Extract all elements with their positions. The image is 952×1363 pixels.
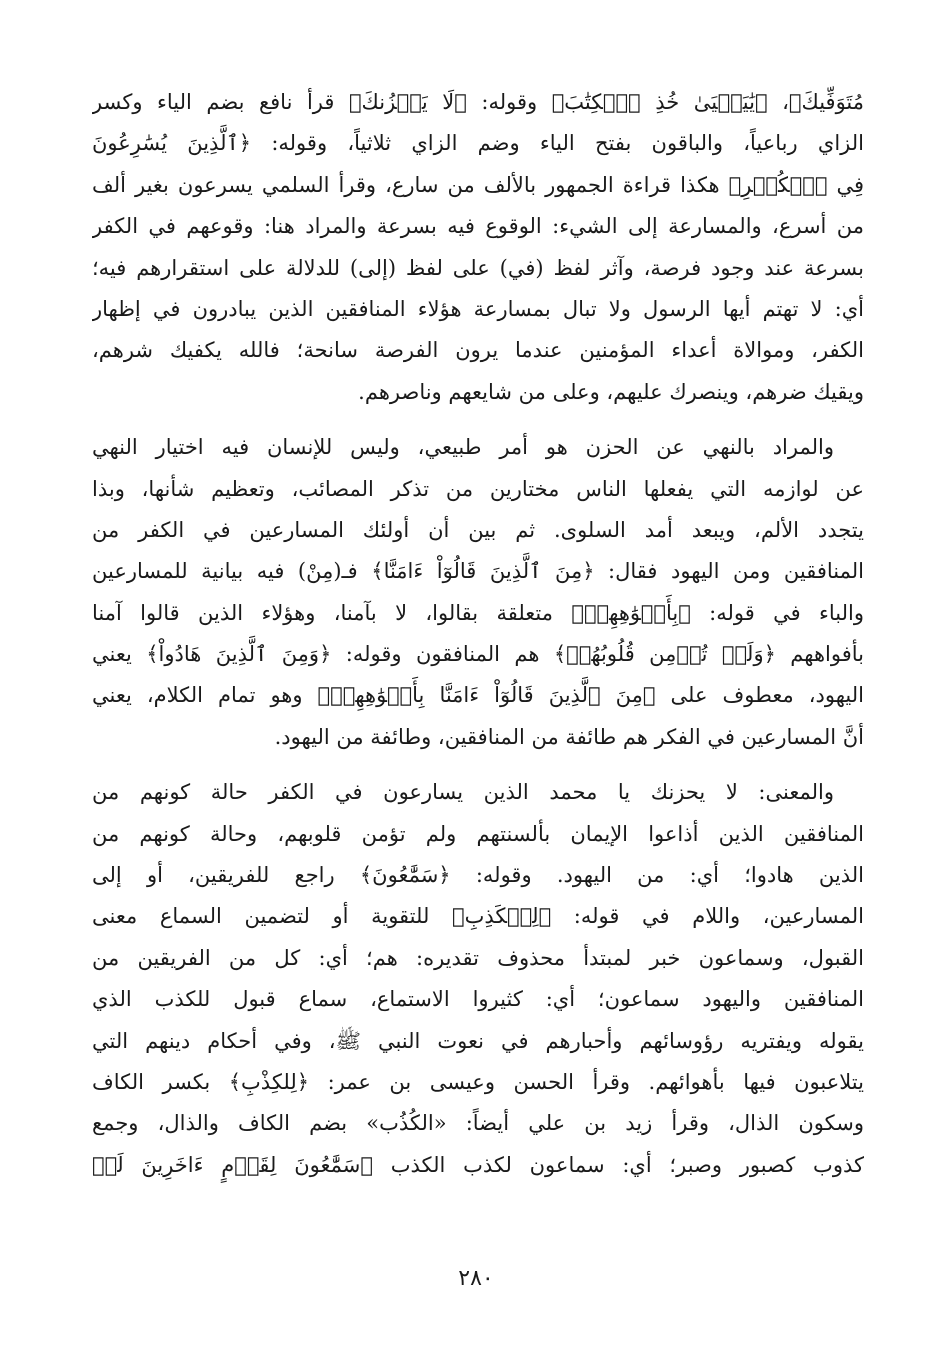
text-line: المسارعين، واللام في قوله: ﴿لِلۡكَذِبِ﴾ للتقوية أو لتضمين السماع معنى <box>92 904 864 929</box>
text-line: وسكون الذال، وقرأ زيد بن علي أيضاً: «الكُذُب» بضم الكاف والذال، وجمع <box>92 1111 864 1136</box>
text-line: أنَّ المسارعين في الفكر هم طائفة من المنافقين، وطائفة من اليهود. <box>274 724 864 749</box>
paragraph-3 <box>92 772 864 1186</box>
text-line: مُتَوَفِّيكَ﴾، ﴿يَٰيَحۡيَىٰ خُذِ ٱلۡكِتَٰبَ﴾ وقوله: ﴿لَا يَحۡزُنكَ﴾ قرأ نافع بضم الياء وكسر <box>92 90 864 114</box>
text-line: الزاي رباعياً، والباقون بفتح الياء وضم الزاي ثلاثياً، وقوله: ﴿ٱلَّذِينَ يُسَٰرِعُونَ <box>92 131 864 156</box>
paragraph-2 <box>92 427 864 758</box>
page-body <box>92 82 864 1186</box>
text-line: فِي ٱلۡكُفۡرِ﴾ هكذا قراءة الجمهور بالألف من سارع، وقرأ السلمي يسرعون بغير ألف <box>92 172 864 197</box>
text-line: يتلاعبون فيها بأهوائهم. وقرأ الحسن وعيسى بن عمر: ﴿لِلكِذْبِ﴾ بكسر الكاف <box>92 1069 864 1094</box>
text-line: المنافقين الذين أذاعوا الإيمان بألسنتهم ولم تؤمن قلوبهم، وحالة كونهم من <box>92 821 864 846</box>
text-line: ويقيك ضرهم، وينصرك عليهم، وعلى من شايعهم وناصرهم. <box>358 379 864 404</box>
paragraph-gap <box>92 758 864 772</box>
text-line: أي: لا تهتم أيها الرسول ولا تبال بمسارعة هؤلاء المنافقين الذين يبادرون في إظهار <box>92 296 864 321</box>
text-line: يتجدد الألم، ويبعد أمد السلوى. ثم بين أن أولئك المسارعين في الكفر من <box>92 517 864 542</box>
text-line: المنافقين ومن اليهود فقال: ﴿مِنَ ٱلَّذِينَ قَالُوٓاْ ءَامَنَّا﴾ فـ(مِنْ) فيه بيانية للمسارعين <box>92 559 864 584</box>
paragraph-1 <box>92 82 864 413</box>
page-number: ٢٨٠ <box>458 1266 494 1291</box>
text-line: من أسرع، والمسارعة إلى الشيء: الوقوع فيه بسرعة والمراد هنا: وقوعهم في الكفر <box>92 214 864 239</box>
text-line: كذوب كصبور وصبر؛ أي: سماعون لكذب الكذب ﴿سَمَّٰعُونَ لِقَوۡمٍ ءَاخَرِينَ لَمۡ <box>92 1152 864 1177</box>
text-line: القبول، وسماعون خبر لمبتدأ محذوف تقديره: هم؛ أي: كل من الفريقين من <box>92 945 864 970</box>
text-line: بسرعة عند وجود فرصة، وآثر لفظ (في) على لفظ (إلى) للدلالة على استقرارهم فيه؛ <box>92 255 864 280</box>
text-line: المنافقين واليهود سماعون؛ أي: كثيروا الاستماع، سماع قبول للكذب الذي <box>92 987 864 1012</box>
text-line: والباء في قوله: ﴿بِأَفۡوَٰهِهِمۡ﴾ متعلقة بقالوا، لا بآمنا، وهؤلاء الذين قالوا آمنا <box>92 600 864 625</box>
text-line: اليهود، معطوف على ﴿مِنَ ٱلَّذِينَ قَالُوٓاْ ءَامَنَّا بِأَفۡوَٰهِهِمۡ﴾ وهو تمام الكلام، يعني <box>92 683 864 708</box>
text-line: والمعنى: لا يحزنك يا محمد الذين يسارعون في الكفر حالة كونهم من <box>92 780 834 805</box>
text-line: الكفر، وموالاة أعداء المؤمنين عندما يرون الفرصة سانحة؛ فالله يكفيك شرهم، <box>92 338 864 363</box>
paragraph-gap <box>92 413 864 427</box>
text-line: بأفواههم ﴿وَلَمۡ تُؤۡمِن قُلُوبُهُمۡ﴾ هم المنافقون وقوله: ﴿وَمِنَ ٱلَّذِينَ هَادُواْ﴾ يعني <box>92 642 864 667</box>
text-line: يقوله ويفتريه رؤوسائهم وأحبارهم في نعوت النبي ﷺ، وفي أحكام دينهم التي <box>92 1028 864 1053</box>
text-line: والمراد بالنهي عن الحزن هو أمر طبيعي، وليس للإنسان فيه اختيار النهي <box>92 435 834 460</box>
text-line: عن لوازمه التي يفعلها الناس مختارين من تذكر المصائب، وتعظيم شأنها، وبذا <box>92 476 864 501</box>
text-line: الذين هادوا؛ أي: من اليهود. وقوله: ﴿سَمَّٰعُونَ﴾ راجع للفريقين، أو إلى <box>92 863 864 888</box>
